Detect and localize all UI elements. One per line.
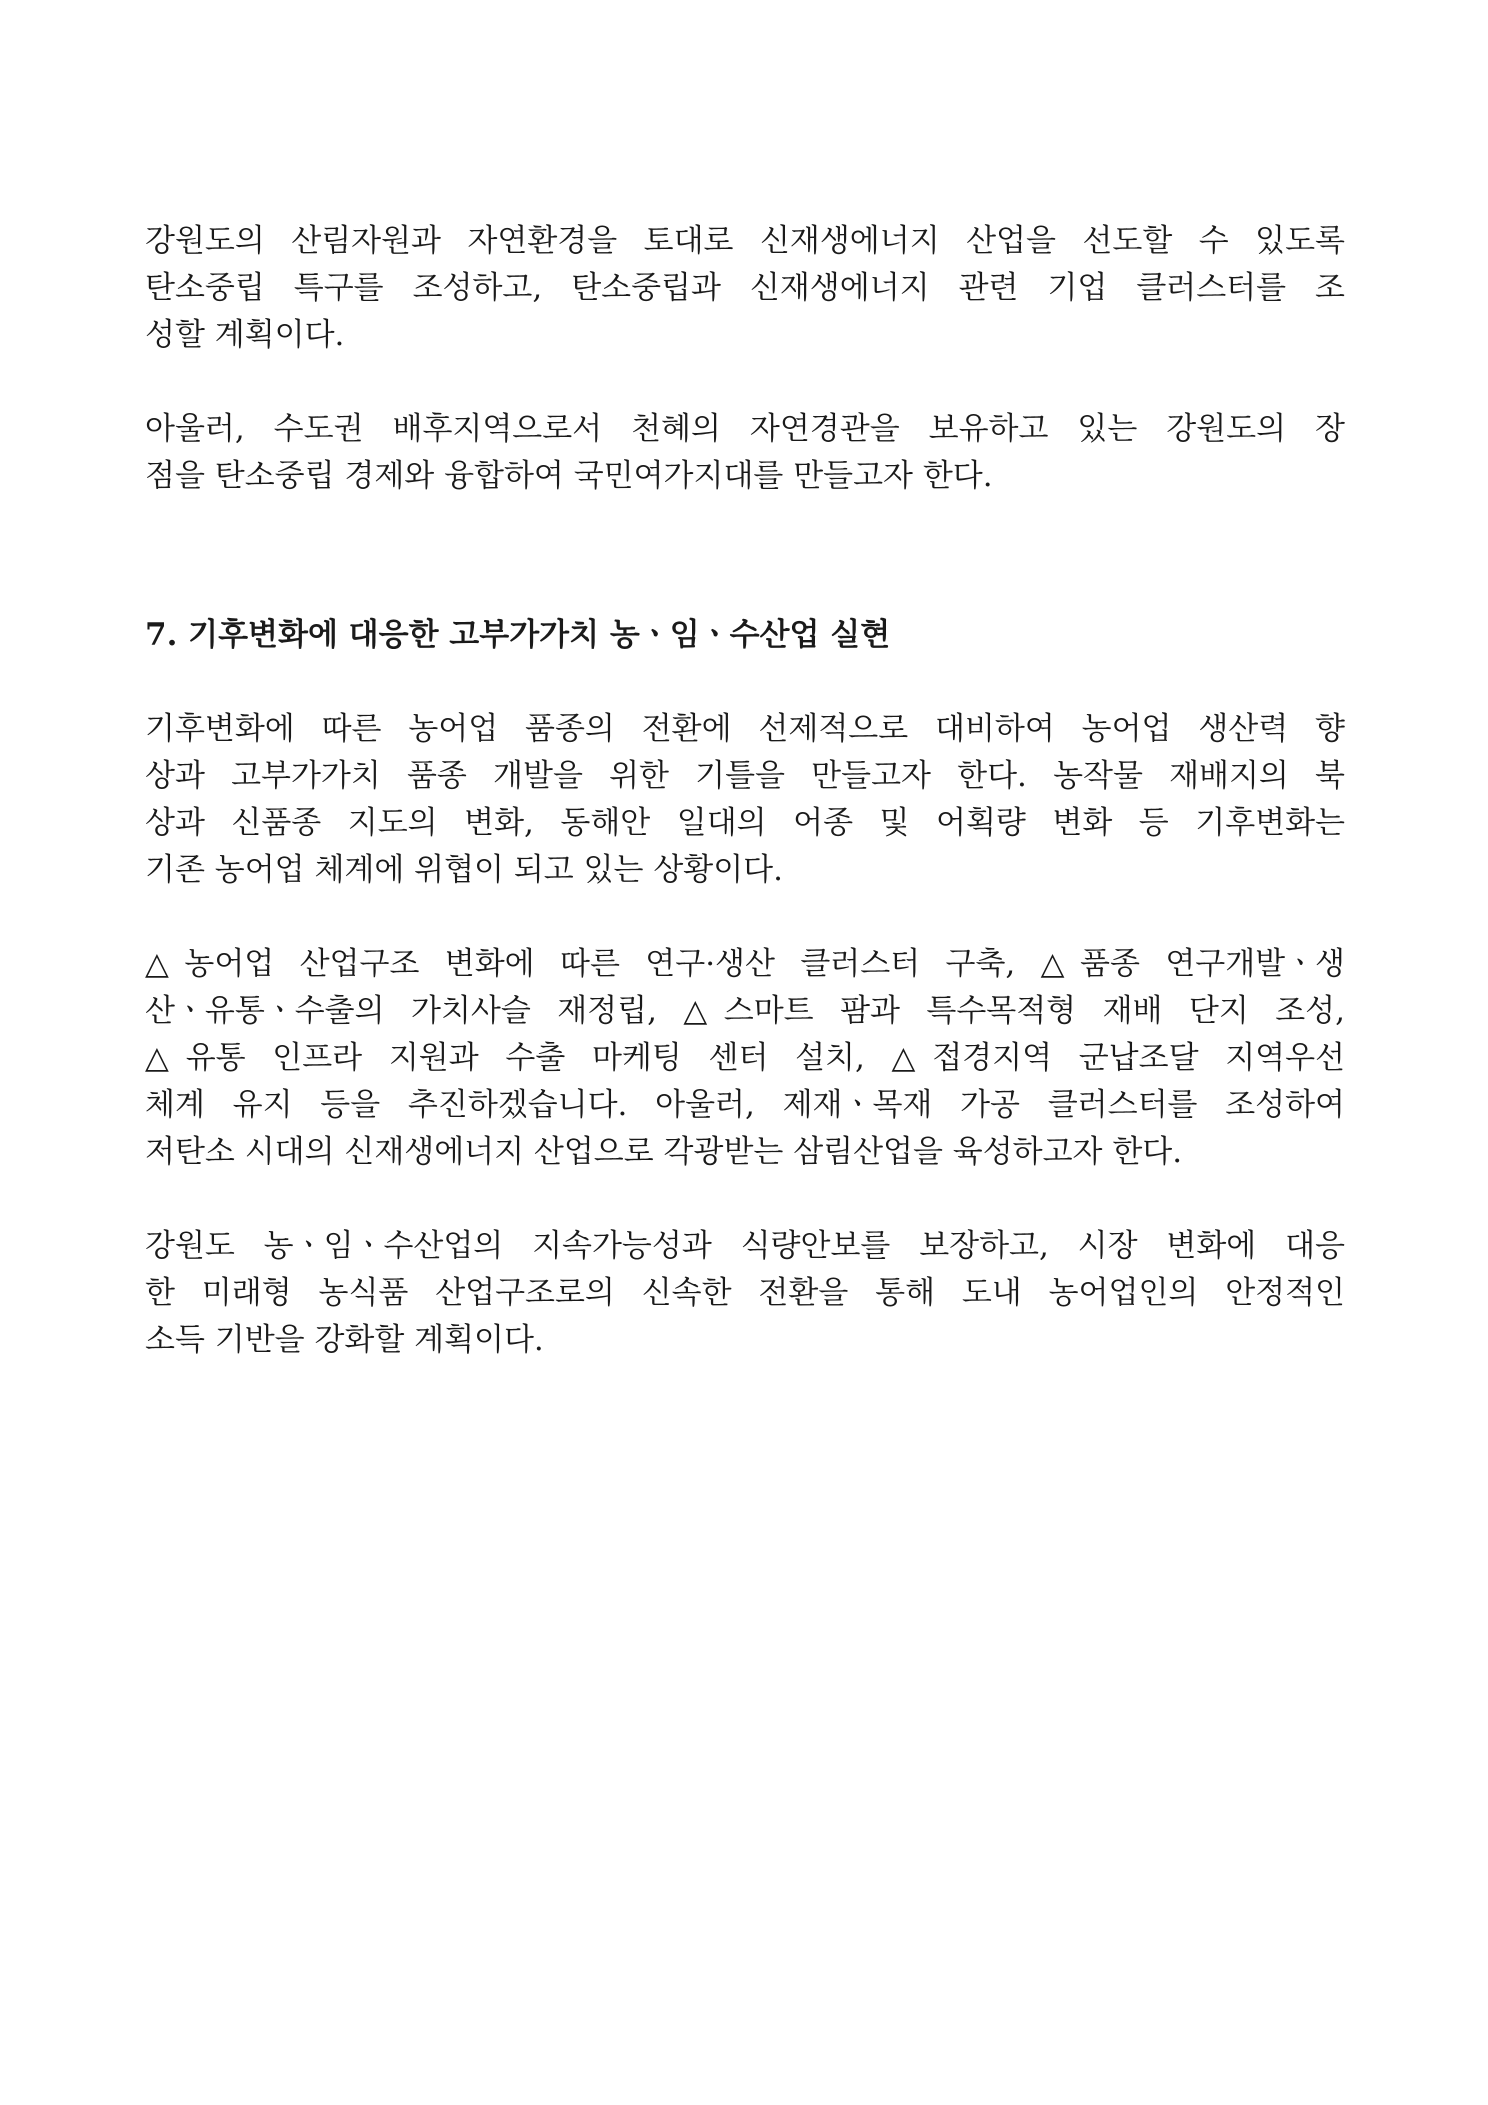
paragraph-carbon-neutral-special-zone [145,218,1345,359]
paragraph-policy-list [145,941,1345,1176]
text-line: 저탄소 시대의 신재생에너지 산업으로 각광받는 삼림산업을 육성하고자 한다. [145,1134,1183,1170]
text-line: 소득 기반을 강화할 계획이다. [145,1322,544,1358]
text-line: 강원도 농ㆍ임ㆍ수산업의 지속가능성과 식량안보를 보장하고, 시장 변화에 대응 [145,1228,1345,1264]
text-line: 성할 계획이다. [145,317,345,353]
text-line: 탄소중립 특구를 조성하고, 탄소중립과 신재생에너지 관련 기업 클러스터를 조 [145,270,1345,306]
section-heading: 7. 기후변화에 대응한 고부가가치 농ㆍ임ㆍ수산업 실현 [145,617,891,653]
text-line: 점을 탄소중립 경제와 융합하여 국민여가지대를 만들고자 한다. [145,458,993,494]
text-line: 산ㆍ유통ㆍ수출의 가치사슬 재정립, △스마트 팜과 특수목적형 재배 단지 조성, [145,993,1345,1029]
section-spacer [145,500,1345,612]
text-line: 상과 고부가가치 품종 개발을 위한 기틀을 만들고자 한다. 농작물 재배지의 북 [145,758,1345,794]
paragraph-spacer [145,659,1345,706]
document-body [145,218,1345,1364]
text-line: 기후변화에 따른 농어업 품종의 전환에 선제적으로 대비하여 농어업 생산력 향 [145,711,1345,747]
text-line: 아울러, 수도권 배후지역으로서 천혜의 자연경관을 보유하고 있는 강원도의 장 [145,411,1345,447]
text-line: 강원도의 산림자원과 자연환경을 토대로 신재생에너지 산업을 선도할 수 있도록 [145,223,1345,259]
paragraph-spacer [145,894,1345,941]
paragraph-climate-change-agriculture [145,706,1345,894]
text-line: 체계 유지 등을 추진하겠습니다. 아울러, 제재ㆍ목재 가공 클러스터를 조성하여 [145,1087,1345,1123]
text-line: △유통 인프라 지원과 수출 마케팅 센터 설치, △접경지역 군납조달 지역우선 [145,1040,1345,1076]
paragraph-spacer [145,359,1345,406]
text-line: △농어업 산업구조 변화에 따른 연구·생산 클러스터 구축, △품종 연구개발ㆍ생 [145,946,1345,982]
paragraph-food-security [145,1223,1345,1364]
paragraph-national-leisure-zone [145,406,1345,500]
text-line: 한 미래형 농식품 산업구조로의 신속한 전환을 통해 도내 농어업인의 안정적인 [145,1275,1345,1311]
paragraph-spacer [145,1176,1345,1223]
text-line: 상과 신품종 지도의 변화, 동해안 일대의 어종 및 어획량 변화 등 기후변화는 [145,805,1345,841]
text-line: 기존 농어업 체계에 위협이 되고 있는 상황이다. [145,852,783,888]
